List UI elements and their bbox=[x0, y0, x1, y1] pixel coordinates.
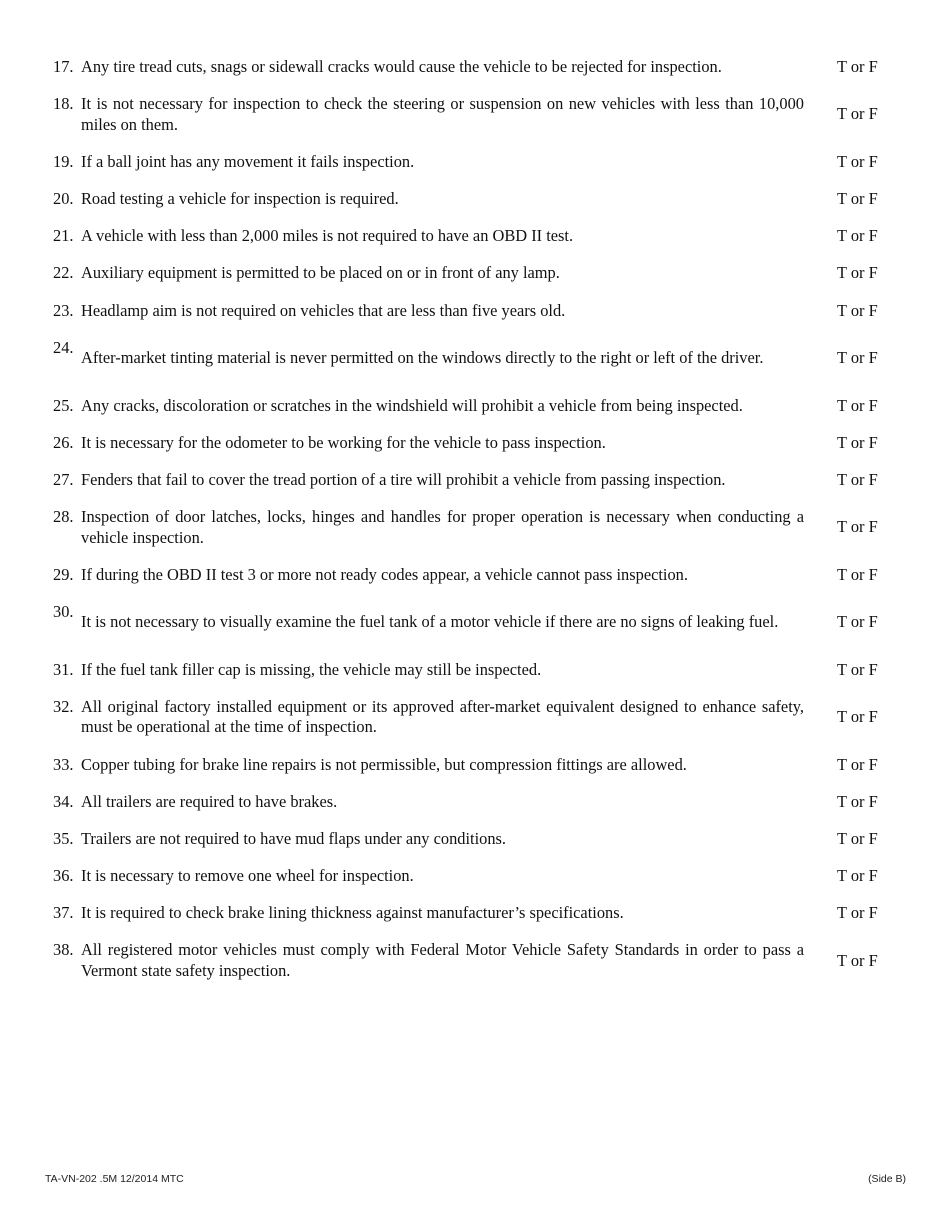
question-text: Trailers are not required to have mud flaps under any conditions. bbox=[81, 828, 506, 848]
question-row bbox=[53, 507, 893, 548]
question-row bbox=[53, 189, 893, 210]
question-text: If a ball joint has any movement it fails inspection. bbox=[81, 151, 415, 171]
question-text: It is not necessary for inspection to check the steering or suspension on new vehicles with less than 10,000 miles on them. bbox=[81, 94, 804, 134]
question-text: It is necessary to remove one wheel for inspection. bbox=[81, 866, 414, 886]
question-number: 38. bbox=[53, 940, 74, 960]
true-false-choice: T or F bbox=[837, 104, 878, 124]
question-text: After-market tinting material is never permitted on the windows directly to the right or left of the driver. bbox=[81, 348, 764, 368]
question-text: It is necessary for the odometer to be working for the vehicle to pass inspection. bbox=[81, 432, 606, 452]
true-false-choice: T or F bbox=[837, 754, 878, 774]
question-list bbox=[53, 57, 893, 998]
question-row bbox=[53, 903, 893, 924]
question-row bbox=[53, 470, 893, 491]
question-text: Any cracks, discoloration or scratches in the windshield will prohibit a vehicle from being inspected. bbox=[81, 395, 743, 415]
true-false-choice: T or F bbox=[837, 263, 878, 283]
question-number: 28. bbox=[53, 507, 74, 527]
question-number: 33. bbox=[53, 754, 74, 774]
question-row bbox=[53, 866, 893, 887]
question-row bbox=[53, 792, 893, 813]
question-number: 29. bbox=[53, 564, 74, 584]
true-false-choice: T or F bbox=[837, 828, 878, 848]
question-row bbox=[53, 226, 893, 247]
true-false-choice: T or F bbox=[837, 866, 878, 886]
question-number: 18. bbox=[53, 94, 74, 114]
question-number: 22. bbox=[53, 263, 74, 283]
question-number: 25. bbox=[53, 395, 74, 415]
true-false-choice: T or F bbox=[837, 151, 878, 171]
question-text: If the fuel tank filler cap is missing, the vehicle may still be inspected. bbox=[81, 659, 542, 679]
question-text: Copper tubing for brake line repairs is not permissible, but compression fittings are allowed. bbox=[81, 754, 687, 774]
question-row bbox=[53, 755, 893, 776]
side-label: (Side B) bbox=[868, 1173, 906, 1185]
question-row bbox=[53, 433, 893, 454]
question-number: 31. bbox=[53, 659, 74, 679]
question-row bbox=[53, 396, 893, 417]
true-false-choice: T or F bbox=[837, 226, 878, 246]
question-row bbox=[53, 94, 893, 135]
question-text: All original factory installed equipment or its approved after-market equivalent designed to enhance safety, must be operational at the time of inspection. bbox=[81, 696, 804, 737]
question-row bbox=[53, 829, 893, 850]
question-row bbox=[53, 152, 893, 173]
question-text: Fenders that fail to cover the tread portion of a tire will prohibit a vehicle from passing inspection. bbox=[81, 469, 726, 489]
question-number: 34. bbox=[53, 791, 74, 811]
true-false-choice: T or F bbox=[837, 707, 878, 727]
question-row bbox=[53, 697, 893, 738]
question-text: It is required to check brake lining thickness against manufacturer’s specifications. bbox=[81, 903, 624, 923]
question-text: Auxiliary equipment is permitted to be placed on or in front of any lamp. bbox=[81, 263, 560, 283]
true-false-choice: T or F bbox=[837, 903, 878, 923]
true-false-choice: T or F bbox=[837, 300, 878, 320]
question-row bbox=[53, 602, 893, 643]
question-text: Headlamp aim is not required on vehicles that are less than five years old. bbox=[81, 300, 566, 320]
question-number: 20. bbox=[53, 189, 74, 209]
true-false-choice: T or F bbox=[837, 432, 878, 452]
question-row bbox=[53, 263, 893, 284]
question-text: Road testing a vehicle for inspection is required. bbox=[81, 189, 399, 209]
true-false-choice: T or F bbox=[837, 395, 878, 415]
question-number: 30. bbox=[53, 601, 74, 621]
question-text: Any tire tread cuts, snags or sidewall cracks would cause the vehicle to be rejected for inspection. bbox=[81, 57, 722, 76]
question-text: It is not necessary to visually examine the fuel tank of a motor vehicle if there are no signs of leaking fuel. bbox=[81, 612, 779, 632]
question-text: All registered motor vehicles must comply with Federal Motor Vehicle Safety Standards in order to pass a Vermont state safety inspection. bbox=[81, 940, 804, 980]
question-row bbox=[53, 565, 893, 586]
true-false-choice: T or F bbox=[837, 564, 878, 584]
true-false-choice: T or F bbox=[837, 189, 878, 209]
true-false-choice: T or F bbox=[837, 659, 878, 679]
question-text: Inspection of door latches, locks, hinges and handles for proper operation is necessary when conducting a vehicle inspection. bbox=[81, 507, 804, 547]
true-false-choice: T or F bbox=[837, 348, 878, 368]
question-row bbox=[53, 660, 893, 681]
question-number: 21. bbox=[53, 226, 74, 246]
question-number: 19. bbox=[53, 151, 74, 171]
question-text: If during the OBD II test 3 or more not ready codes appear, a vehicle cannot pass inspection. bbox=[81, 564, 688, 584]
question-text: All trailers are required to have brakes. bbox=[81, 791, 338, 811]
true-false-choice: T or F bbox=[837, 469, 878, 489]
question-row bbox=[53, 57, 893, 78]
question-number: 24. bbox=[53, 337, 74, 357]
true-false-choice: T or F bbox=[837, 791, 878, 811]
question-number: 36. bbox=[53, 866, 74, 886]
question-number: 23. bbox=[53, 300, 74, 320]
question-text: A vehicle with less than 2,000 miles is not required to have an OBD II test. bbox=[81, 226, 574, 246]
true-false-choice: T or F bbox=[837, 57, 878, 76]
form-code: TA-VN-202 .5M 12/2014 MTC bbox=[45, 1173, 184, 1185]
true-false-choice: T or F bbox=[837, 612, 878, 632]
question-row bbox=[53, 301, 893, 322]
true-false-choice: T or F bbox=[837, 517, 878, 537]
question-number: 17. bbox=[53, 57, 74, 76]
true-false-choice: T or F bbox=[837, 950, 878, 970]
question-row bbox=[53, 940, 893, 981]
question-number: 37. bbox=[53, 903, 74, 923]
question-number: 32. bbox=[53, 696, 74, 716]
question-row bbox=[53, 338, 893, 379]
question-number: 27. bbox=[53, 469, 74, 489]
question-number: 35. bbox=[53, 828, 74, 848]
question-number: 26. bbox=[53, 432, 74, 452]
